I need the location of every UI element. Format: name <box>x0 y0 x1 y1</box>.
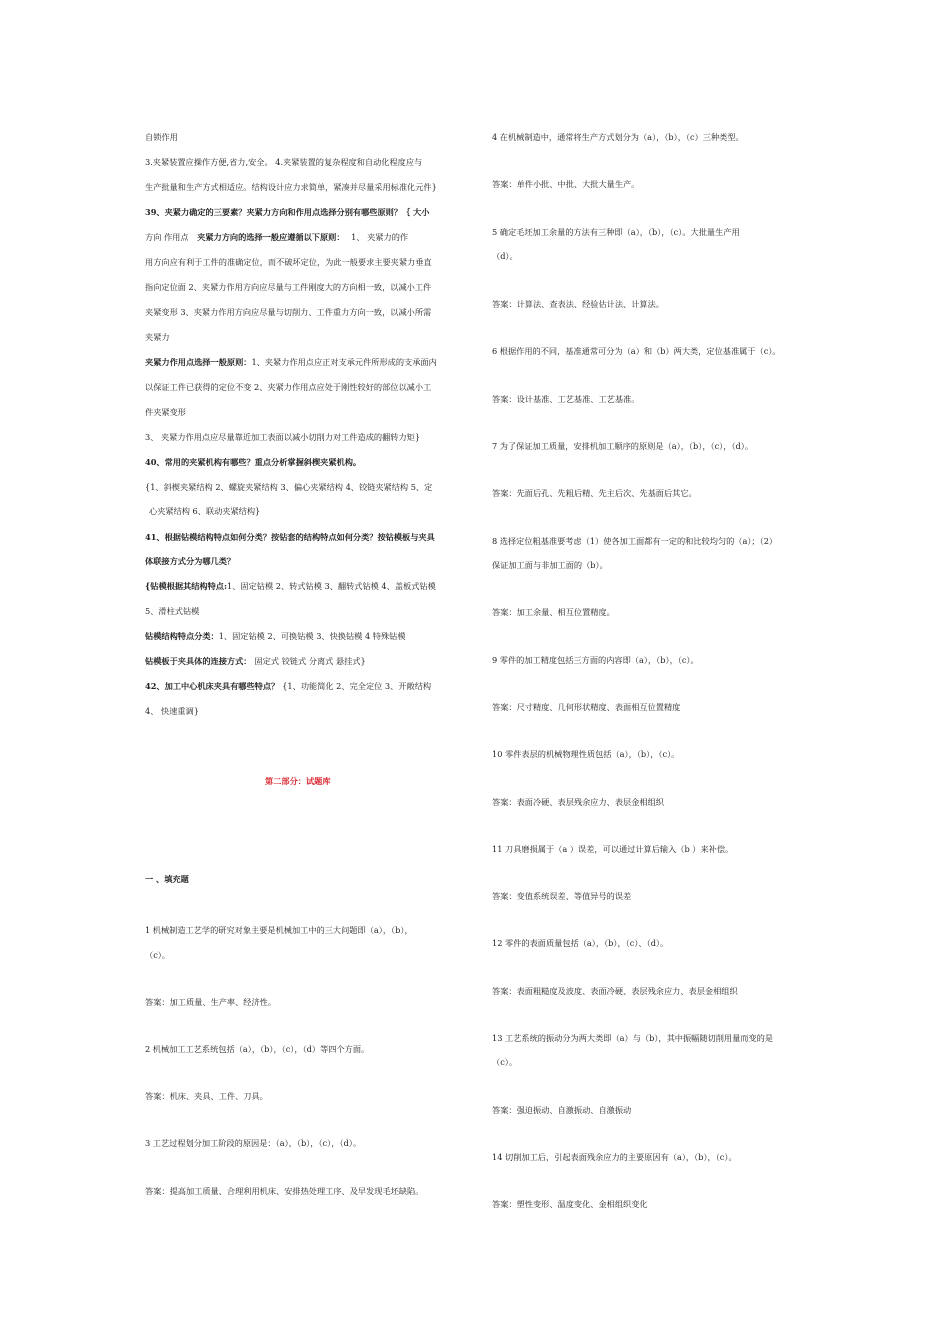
subsection-title: 一 、填充题 <box>145 874 189 884</box>
text-span: 1、夹紧力作用点应正对支承元件所形成的支承面内 <box>251 357 437 367</box>
answer-2: 答案：机床、夹具、工件、刀具。 <box>145 1091 268 1101</box>
answer-12: 答案：表面粗糙度及波度、表面冷硬、表层残余应力、表层金相组织 <box>492 986 738 996</box>
question-3: 3 工艺过程划分加工阶段的原因是：（a），（b），（c），（d）。 <box>145 1138 362 1148</box>
text-line <box>145 356 437 368</box>
answer-11: 答案：变值系统误差、等值异号的误差 <box>492 891 632 901</box>
answer-3: 答案：提高加工质量、合理利用机床、安排热处理工序、及早发现毛坯缺陷。 <box>145 1186 424 1196</box>
text-span: 1、固定钻模 2、可换钻模 3、快换钻模 4 特殊钻模 <box>218 631 406 641</box>
text-span: 固定式 铰链式 分离式 悬挂式} <box>254 656 366 666</box>
text-line: 生产批量和生产方式相适应。结构设计应力求简单，紧凑并尽量采用标准化元件} <box>145 182 437 192</box>
answer-13: 答案：强迫振动、自激振动、自激振动 <box>492 1105 632 1115</box>
text-line: 夹紧力 <box>145 332 170 342</box>
question-1-cont: （c）。 <box>145 950 171 960</box>
text-line: 3.夹紧装置应操作方便,省力,安全。 4.夹紧装置的复杂程度和自动化程度应与 <box>145 157 423 167</box>
text-span: 1、 夹紧力的作 <box>351 232 409 242</box>
text-line: 以保证工件已获得的定位不变 2、夹紧力作用点应处于刚性较好的部位以减小工 <box>145 382 432 392</box>
section-title: 第二部分：试题库 <box>265 776 331 786</box>
question-7: 7 为了保证加工质量，安排机加工顺序的原则是（a），（b），（c），（d）。 <box>492 441 754 451</box>
text-line: 5、滑柱式钻模 <box>145 606 200 616</box>
question-5-cont: （d）。 <box>492 251 518 261</box>
text-span: {1、功能简化 2、完全定位 3、开敞结构 <box>282 681 432 691</box>
answer-7: 答案：先面后孔、先粗后精、先主后次、先基面后其它。 <box>492 488 697 498</box>
question-11: 11 刀具磨损属于（a ）误差，可以通过计算后输入（b ）来补偿。 <box>492 844 734 854</box>
question-40: 40、常用的夹紧机构有哪些？重点分析掌握斜楔夹紧机构。 <box>145 457 362 467</box>
question-14: 14 切削加工后，引起表面残余应力的主要原因有（a），（b），（c）。 <box>492 1152 737 1162</box>
answer-9: 答案：尺寸精度、几何形状精度、表面相互位置精度 <box>492 702 681 712</box>
question-4: 4 在机械制造中，通常将生产方式划分为（a），（b），（c）三种类型。 <box>492 132 744 142</box>
answer-5: 答案：计算法、查表法、经验估计法、计算法。 <box>492 299 664 309</box>
text-line <box>145 231 408 243</box>
question-13: 13 工艺系统的振动分为两大类即（a）与（b），其中振幅随切削用量而变的是 <box>492 1033 774 1043</box>
text-line: 心夹紧结构 6、联动夹紧结构} <box>149 506 261 516</box>
text-span: 方向 作用点 <box>145 232 189 242</box>
question-12: 12 零件的表面质量包括（a），（b），（c）、（d）。 <box>492 938 669 948</box>
question-8-cont: 保证加工面与非加工面的（b）。 <box>492 560 608 570</box>
question-2: 2 机械加工工艺系统包括（a），（b），（c），（d）等四个方面。 <box>145 1044 370 1054</box>
question-41-cont: 体联接方式分为哪几类？ <box>145 556 236 566</box>
text-line: 件夹紧变形 <box>145 407 186 417</box>
question-10: 10 零件表层的机械物理性质包括（a），（b），（c）。 <box>492 749 680 759</box>
question-8: 8 选择定位粗基准要考虑（1）使各加工面都有一定的和比较均匀的（a）；（2） <box>492 536 778 546</box>
text-span-bold: 钻模结构特点分类： <box>145 631 219 641</box>
text-span-bold: {钻模根据其结构特点: <box>145 581 227 591</box>
answer-14: 答案：塑性变形、温度变化、金相组织变化 <box>492 1199 648 1209</box>
text-span: 1、固定钻模 2、转式钻模 3、翻转式钻模 4、盖板式钻模 <box>226 581 436 591</box>
text-line <box>145 680 431 692</box>
text-line <box>145 630 406 642</box>
text-line: 自锁作用 <box>145 132 178 142</box>
text-span-bold: 钻模板于夹具体的连接方式： <box>145 656 252 666</box>
text-line: 4、 快速重调} <box>145 706 199 716</box>
question-6: 6 根据作用的不同，基准通常可分为（a）和（b）两大类，定位基准属于（c）。 <box>492 346 781 356</box>
text-line: 夹紧变形 3、夹紧力作用方向应尽量与切削力、工件重力方向一致，以减小所需 <box>145 307 432 317</box>
answer-1: 答案：加工质量、生产率、经济性。 <box>145 997 277 1007</box>
question-13-cont: （c）。 <box>492 1057 518 1067</box>
question-9: 9 零件的加工精度包括三方面的内容即（a），（b），（c）。 <box>492 655 699 665</box>
text-line <box>145 655 366 667</box>
answer-8: 答案：加工余量、相互位置精度。 <box>492 607 615 617</box>
text-span-bold: 夹紧力作用点选择一般原则： <box>145 357 252 367</box>
question-5: 5 确定毛坯加工余量的方法有三种即（a），（b），（c）。大批量生产用 <box>492 227 740 237</box>
text-line: 用方向应有利于工件的准确定位，而不破坏定位，为此一般要求主要夹紧力垂直 <box>145 257 432 267</box>
question-39: 39、夹紧力确定的三要素？夹紧力方向和作用点选择分别有哪些原则？｛ 大小 <box>145 207 430 217</box>
answer-4: 答案：单件小批、中批、大批大量生产。 <box>492 179 640 189</box>
text-line: 指向定位面 2、夹紧力作用方向应尽量与工件刚度大的方向相一致，以减小工件 <box>145 282 432 292</box>
answer-10: 答案：表面冷硬、表层残余应力、表层金相组织 <box>492 797 664 807</box>
answer-6: 答案：设计基准、工艺基准、工艺基准。 <box>492 394 640 404</box>
question-42: 42、加工中心机床夹具有哪些特点？ <box>145 681 280 691</box>
text-span-bold: 夹紧力方向的选择一般应遵循以下原则： <box>197 232 345 242</box>
text-line: 3、 夹紧力作用点应尽量靠近加工表面以减小切削力对工件造成的翻转力矩} <box>145 432 421 442</box>
text-line: {1、斜楔夹紧结构 2、螺旋夹紧结构 3、偏心夹紧结构 4、铰链夹紧结构 5、定 <box>145 482 433 492</box>
question-41: 41、根据钻模结构特点如何分类？按钻套的结构特点如何分类？按钻模板与夹具 <box>145 532 435 542</box>
text-line <box>145 580 436 592</box>
question-1: 1 机械制造工艺学的研究对象主要是机械加工中的三大问题即（a），（b）， <box>145 925 413 935</box>
